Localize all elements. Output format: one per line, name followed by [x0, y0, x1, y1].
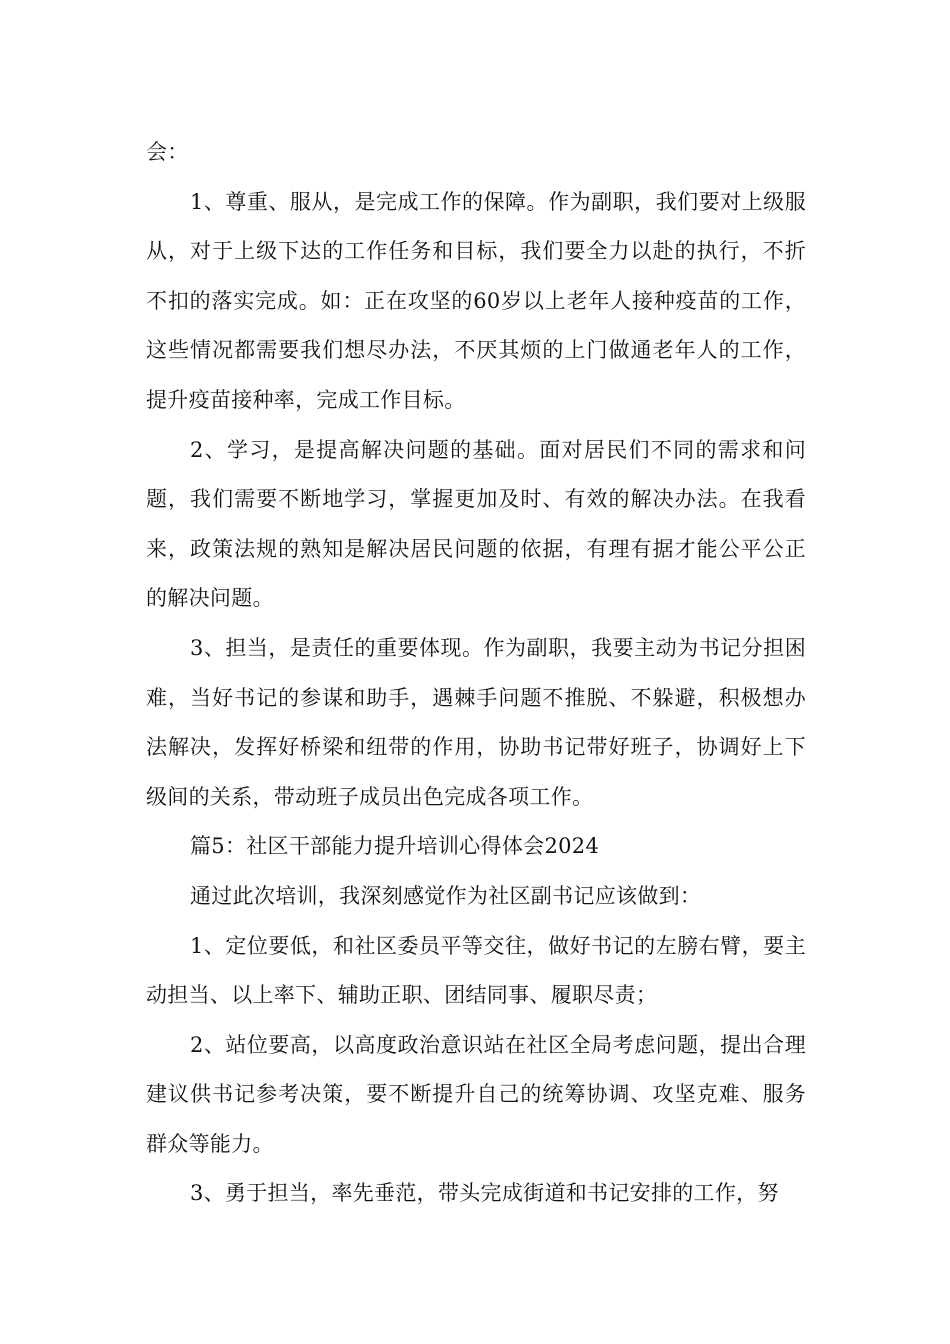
paragraph-point-2: 2、学习，是提高解决问题的基础。面对居民们不同的需求和问题，我们需要不断地学习，掌握更加及时、有效的解决办法。在我看来，政策法规的熟知是解决居民问题的依据，有理有据才能公平公正的解决问题。: [146, 437, 806, 611]
paragraph-continuation: 会：: [146, 140, 189, 164]
paragraph-item-3: 3、勇于担当，率先垂范，带头完成街道和书记安排的工作，努: [190, 1181, 779, 1206]
document-body: [146, 128, 806, 1219]
paragraph-item-2: 2、站位要高，以高度政治意识站在社区全局考虑问题，提出合理建议供书记参考决策，要不断提升自己的统筹协调、攻坚克难、服务群众等能力。: [146, 1032, 806, 1156]
paragraph-item-1: 1、定位要低，和社区委员平等交往，做好书记的左膀右臂，要主动担当、以上率下、辅助正职、团结同事、履职尽责；: [146, 933, 806, 1008]
paragraph-intro: 通过此次培训，我深刻感觉作为社区副书记应该做到：: [190, 883, 702, 908]
section-heading: 篇5：社区干部能力提升培训心得体会2024: [190, 834, 600, 859]
paragraph-point-3: 3、担当，是责任的重要体现。作为副职，我要主动为书记分担困难，当好书记的参谋和助手，遇棘手问题不推脱、不躲避，积极想办法解决，发挥好桥梁和纽带的作用，协助书记带好班子，协调好上下级间的关系，带动班子成员出色完成各项工作。: [146, 635, 806, 809]
paragraph-point-1: 1、尊重、服从，是完成工作的保障。作为副职，我们要对上级服从，对于上级下达的工作任务和目标，我们要全力以赴的执行，不折不扣的落实完成。如：正在攻坚的60岁以上老年人接种疫苗的工作，这些情况都需要我们想尽办法，不厌其烦的上门做通老年人的工作，提升疫苗接种率，完成工作目标。: [146, 189, 806, 412]
